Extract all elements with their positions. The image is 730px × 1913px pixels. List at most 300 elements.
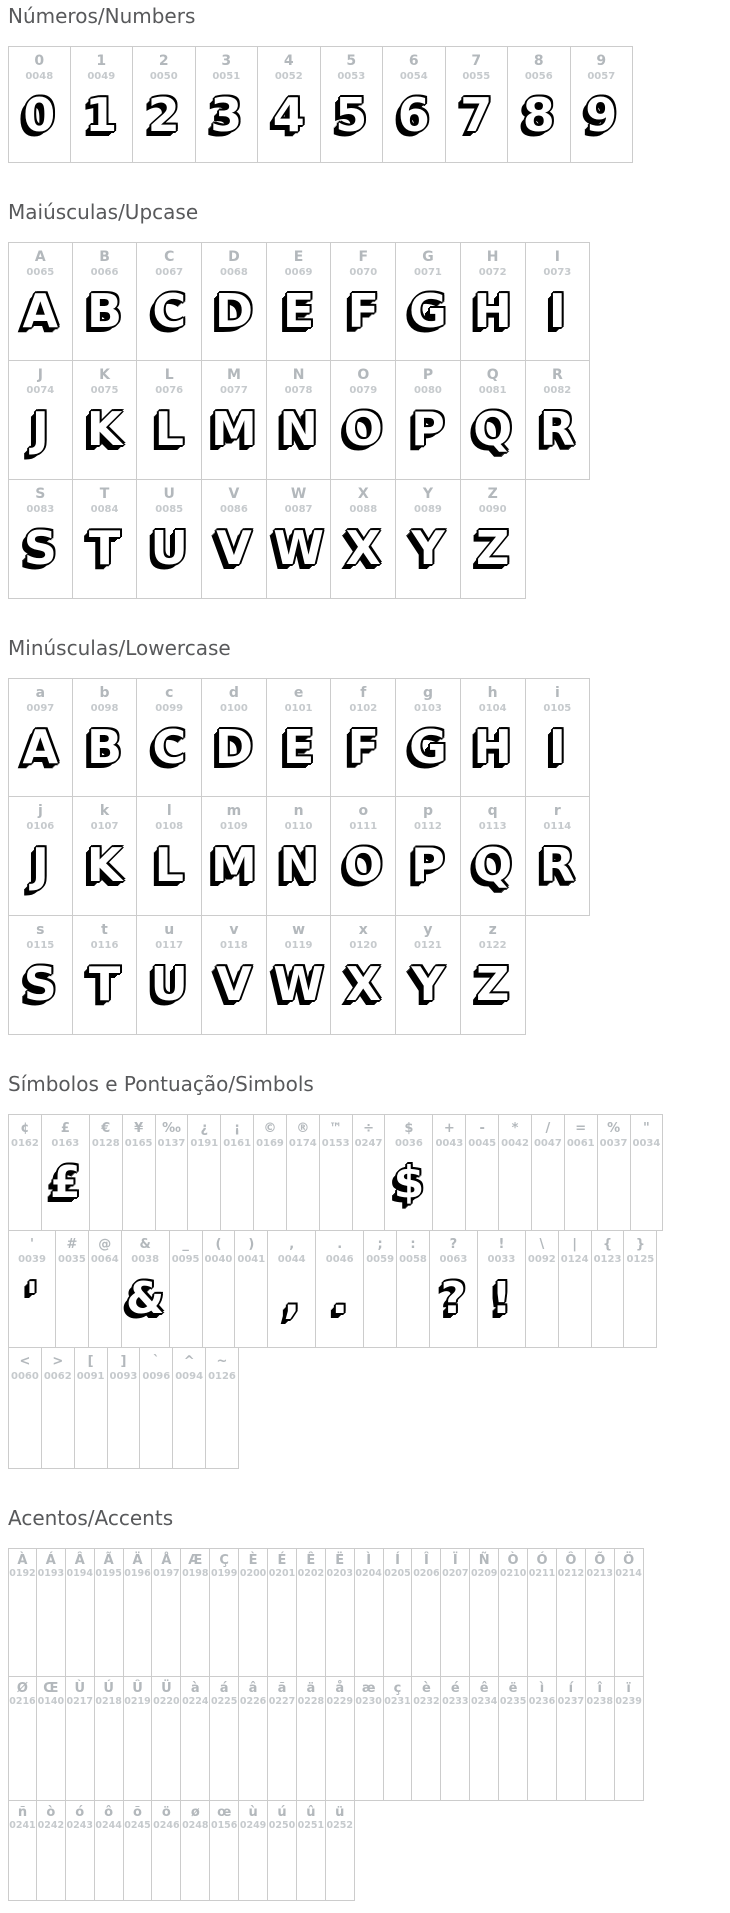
character-label: í: [568, 1681, 574, 1696]
glyph-cell: [206, 1348, 239, 1469]
glyph-cell: [122, 1231, 170, 1348]
glyph-cell: [586, 1677, 615, 1801]
section-title-accents: Acentos/Accents: [8, 1506, 174, 1530]
glyph-cell: [75, 1348, 108, 1469]
character-code: 0247: [354, 1138, 383, 1150]
font-section: [8, 1073, 730, 1469]
character-glyph: 9: [585, 88, 618, 143]
character-label: Ò: [507, 1553, 519, 1568]
character-code: 0067: [155, 267, 184, 279]
glyph-cell: [461, 678, 526, 797]
character-code: 0072: [478, 267, 507, 279]
character-label: s: [36, 922, 45, 938]
character-code: 0091: [76, 1371, 105, 1383]
character-label: õ: [133, 1805, 142, 1820]
character-label: 6: [408, 53, 419, 69]
character-code: 0081: [478, 385, 507, 397]
character-label: _: [182, 1237, 189, 1252]
character-label: Ä: [132, 1553, 143, 1568]
character-label: B: [99, 249, 110, 265]
character-label: .: [337, 1237, 343, 1252]
character-label: S: [35, 486, 46, 502]
glyph-cell: [42, 1348, 75, 1469]
character-glyph: Q: [473, 402, 513, 457]
character-label: ]: [120, 1354, 127, 1369]
character-label: `: [153, 1354, 160, 1369]
character-label: u: [164, 922, 175, 938]
character-label: Ë: [335, 1553, 345, 1568]
character-label: Æ: [188, 1553, 203, 1568]
glyph-cell: [8, 916, 73, 1035]
character-code: 0063: [439, 1254, 468, 1266]
glyph-cell: [202, 242, 267, 361]
glyph-cell: [152, 1677, 181, 1801]
character-code: 0106: [26, 821, 55, 833]
glyph-cell: [466, 1114, 499, 1231]
character-code: 0124: [560, 1254, 589, 1266]
character-label: ê: [479, 1681, 489, 1696]
glyph-cell: [526, 797, 591, 916]
character-label: F: [358, 249, 369, 265]
glyph-cell: [8, 46, 71, 163]
character-code: 0204: [355, 1568, 382, 1580]
glyph-row: [8, 1231, 730, 1348]
character-code: 0200: [239, 1568, 267, 1580]
character-code: 0083: [26, 504, 55, 516]
character-label: n: [293, 803, 304, 819]
character-code: 0103: [414, 703, 442, 715]
character-label: [: [87, 1354, 94, 1369]
glyph-cell: [8, 1801, 37, 1901]
glyph-cell: [384, 1548, 413, 1677]
glyph-cell: [470, 1677, 499, 1801]
character-code: 0033: [487, 1254, 516, 1266]
character-code: 0191: [190, 1138, 219, 1150]
character-label: a: [35, 685, 46, 701]
character-label: ã: [277, 1681, 287, 1696]
glyph-cell: [137, 242, 202, 361]
glyph-cell: [267, 480, 332, 599]
character-code: 0054: [399, 71, 428, 83]
character-label: @: [98, 1237, 112, 1252]
character-label: U: [163, 486, 175, 502]
glyph-cell: [592, 1231, 625, 1348]
glyph-cell: [8, 797, 73, 916]
character-code: 0194: [66, 1568, 93, 1580]
character-glyph: E: [282, 284, 315, 339]
glyph-cell: [297, 1801, 326, 1901]
character-code: 0089: [414, 504, 442, 516]
character-label: E: [293, 249, 304, 265]
glyph-cell: [202, 678, 267, 797]
section-title-symbols: Símbolos e Pontuação/Simbols: [8, 1072, 314, 1096]
glyph-cell: [384, 1677, 413, 1801]
glyph-cell: [396, 361, 461, 480]
character-label: L: [164, 367, 174, 383]
glyph-cell: [364, 1231, 397, 1348]
character-label: ó: [75, 1805, 85, 1820]
character-glyph: R: [539, 402, 576, 457]
character-code: 0104: [478, 703, 507, 715]
character-code: 0075: [90, 385, 119, 397]
character-code: 0243: [66, 1820, 93, 1832]
character-label: w: [292, 922, 306, 938]
character-code: 0101: [284, 703, 313, 715]
glyph-cell: [316, 1231, 364, 1348]
character-label: œ: [217, 1805, 232, 1820]
character-code: 0047: [533, 1138, 562, 1150]
character-glyph: H: [473, 284, 512, 339]
glyph-cell: [124, 1548, 153, 1677]
character-code: 0082: [543, 385, 572, 397]
character-label: >: [52, 1354, 64, 1369]
font-section: [8, 5, 730, 163]
character-code: 0195: [95, 1568, 122, 1580]
character-code: 0228: [297, 1696, 325, 1708]
character-label: È: [248, 1553, 258, 1568]
glyph-cell: [137, 678, 202, 797]
glyph-cell: [397, 1231, 430, 1348]
glyph-cell: [461, 242, 526, 361]
character-code: 0227: [268, 1696, 296, 1708]
character-code: 0034: [632, 1138, 661, 1150]
character-code: 0201: [268, 1568, 296, 1580]
character-glyph: 7: [460, 88, 493, 143]
character-glyph: A: [22, 720, 59, 775]
font-section: [8, 1507, 730, 1901]
glyph-cell: [385, 1114, 433, 1231]
glyph-cell: [73, 480, 138, 599]
character-label: m: [226, 803, 242, 819]
character-label: Ç: [219, 1553, 229, 1568]
section-title-lowercase: Minúsculas/Lowercase: [8, 636, 231, 660]
glyph-cell: [461, 361, 526, 480]
character-code: 0056: [524, 71, 553, 83]
character-code: 0112: [414, 821, 442, 833]
character-label: |: [572, 1237, 578, 1252]
character-label: Ø: [16, 1681, 28, 1696]
character-code: 0162: [11, 1138, 39, 1150]
character-code: 0153: [321, 1138, 350, 1150]
character-glyph: S: [23, 957, 57, 1012]
glyph-cell: [557, 1548, 586, 1677]
character-glyph: Z: [475, 957, 510, 1012]
glyph-row: [8, 1348, 730, 1469]
character-label: è: [422, 1681, 431, 1696]
glyph-cell: [188, 1114, 221, 1231]
character-glyph: ': [25, 1273, 39, 1325]
character-label: $: [404, 1121, 414, 1136]
character-label: ,: [289, 1237, 295, 1252]
character-code: 0207: [442, 1568, 469, 1580]
character-label: Î: [423, 1553, 429, 1568]
character-code: 0046: [325, 1254, 354, 1266]
character-label: ü: [335, 1805, 345, 1820]
glyph-cell: [37, 1801, 66, 1901]
glyph-cell: [461, 916, 526, 1035]
glyph-cell: [396, 916, 461, 1035]
character-code: 0035: [58, 1254, 86, 1266]
glyph-cell: [210, 1801, 239, 1901]
character-code: 0122: [478, 940, 507, 952]
character-glyph: N: [279, 402, 318, 457]
character-code: 0137: [157, 1138, 186, 1150]
character-label: +: [443, 1121, 455, 1136]
glyph-cell: [499, 1677, 528, 1801]
character-code: 0037: [599, 1138, 628, 1150]
character-code: 0108: [155, 821, 184, 833]
glyph-cell: [8, 1677, 37, 1801]
glyph-cell: [124, 1677, 153, 1801]
glyph-cell: [433, 1114, 466, 1231]
character-code: 0109: [219, 821, 248, 833]
glyph-cell: [586, 1548, 615, 1677]
glyph-cell: [37, 1548, 66, 1677]
glyph-cell: [181, 1548, 210, 1677]
glyph-cell: [571, 46, 634, 163]
character-label: Ñ: [478, 1553, 490, 1568]
character-label: W: [290, 486, 307, 502]
character-glyph: K: [86, 402, 123, 457]
character-glyph: B: [87, 284, 123, 339]
glyph-row: [8, 797, 730, 916]
section-title-numbers: Números/Numbers: [8, 4, 196, 28]
glyph-cell: [123, 1114, 156, 1231]
character-code: 0059: [366, 1254, 395, 1266]
character-code: 0087: [284, 504, 313, 516]
glyph-cell: [137, 916, 202, 1035]
glyph-cell: [287, 1114, 320, 1231]
character-label: ÷: [363, 1121, 374, 1136]
glyph-cell: [326, 1548, 355, 1677]
character-label: :: [410, 1237, 416, 1252]
character-code: 0248: [182, 1820, 209, 1832]
glyph-row: [8, 1801, 730, 1901]
character-map: [8, 5, 730, 1901]
character-label: ñ: [17, 1805, 28, 1820]
character-code: 0080: [414, 385, 442, 397]
character-glyph: A: [22, 284, 59, 339]
character-label: ': [30, 1237, 34, 1252]
character-glyph: &: [126, 1273, 165, 1325]
character-glyph: X: [345, 957, 382, 1012]
character-glyph: P: [411, 402, 445, 457]
glyph-cell: [71, 46, 134, 163]
character-label: ö: [161, 1805, 171, 1820]
character-glyph: J: [31, 838, 49, 893]
glyph-cell: [441, 1548, 470, 1677]
character-code: 0244: [95, 1820, 122, 1832]
glyph-cell: [331, 916, 396, 1035]
character-glyph: U: [150, 957, 188, 1012]
glyph-cell: [559, 1231, 592, 1348]
character-glyph: R: [539, 838, 576, 893]
character-code: 0041: [237, 1254, 266, 1266]
glyph-grid: [8, 1548, 730, 1901]
character-glyph: C: [152, 284, 187, 339]
character-label: ù: [248, 1805, 258, 1820]
character-code: 0084: [90, 504, 119, 516]
character-label: Ã: [103, 1553, 114, 1568]
character-label: t: [101, 922, 108, 938]
glyph-cell: [221, 1114, 254, 1231]
character-label: æ: [361, 1681, 376, 1696]
character-code: 0044: [277, 1254, 306, 1266]
glyph-cell: [268, 1677, 297, 1801]
glyph-cell: [326, 1677, 355, 1801]
character-code: 0121: [414, 940, 442, 952]
glyph-cell: [441, 1677, 470, 1801]
character-label: Ê: [306, 1553, 316, 1568]
character-code: 0236: [528, 1696, 556, 1708]
character-label: ë: [508, 1681, 518, 1696]
character-label: ¡: [234, 1121, 241, 1136]
glyph-cell: [526, 242, 591, 361]
glyph-cell: [267, 361, 332, 480]
glyph-cell: [528, 1677, 557, 1801]
character-glyph: .: [331, 1273, 349, 1325]
glyph-cell: [353, 1114, 386, 1231]
glyph-cell: [210, 1677, 239, 1801]
character-code: 0100: [219, 703, 248, 715]
character-label: c: [165, 685, 174, 701]
character-code: 0123: [593, 1254, 622, 1266]
character-code: 0239: [615, 1696, 642, 1708]
glyph-cell: [267, 916, 332, 1035]
glyph-grid: [8, 46, 730, 163]
character-glyph: F: [347, 284, 379, 339]
character-code: 0074: [26, 385, 55, 397]
character-glyph: N: [279, 838, 318, 893]
character-label: Ó: [536, 1553, 548, 1568]
glyph-cell: [355, 1548, 384, 1677]
character-label: I: [554, 249, 560, 265]
character-label: A: [34, 249, 46, 265]
character-code: 0241: [9, 1820, 36, 1832]
glyph-cell: [8, 1348, 42, 1469]
character-code: 0246: [153, 1820, 180, 1832]
character-glyph: C: [152, 720, 187, 775]
glyph-cell: [383, 46, 446, 163]
glyph-cell: [412, 1677, 441, 1801]
glyph-cell: [8, 242, 73, 361]
glyph-cell: [210, 1548, 239, 1677]
glyph-cell: [90, 1114, 123, 1231]
character-label: \: [539, 1237, 545, 1252]
character-label: É: [277, 1553, 287, 1568]
character-label: r: [553, 803, 561, 819]
character-code: 0110: [284, 821, 313, 833]
character-glyph: O: [343, 838, 383, 893]
character-code: 0206: [413, 1568, 440, 1580]
character-label: Z: [487, 486, 498, 502]
character-code: 0070: [349, 267, 378, 279]
character-label: é: [450, 1681, 460, 1696]
character-label: P: [422, 367, 434, 383]
character-code: 0210: [499, 1568, 527, 1580]
character-label: q: [487, 803, 498, 819]
character-label: 2: [158, 53, 169, 69]
character-code: 0052: [274, 71, 303, 83]
character-glyph: G: [409, 720, 447, 775]
character-label: ;: [377, 1237, 383, 1252]
character-label: G: [422, 249, 434, 265]
font-section: [8, 637, 730, 1035]
character-glyph: 3: [210, 88, 243, 143]
character-code: 0062: [43, 1371, 72, 1383]
character-code: 0233: [442, 1696, 469, 1708]
character-glyph: G: [409, 284, 447, 339]
glyph-cell: [95, 1801, 124, 1901]
glyph-cell: [170, 1231, 203, 1348]
character-code: 0229: [326, 1696, 353, 1708]
character-label: Å: [161, 1553, 172, 1568]
glyph-row: [8, 242, 730, 361]
character-label: ô: [104, 1805, 114, 1820]
character-glyph: V: [216, 521, 252, 576]
character-code: 0043: [435, 1138, 464, 1150]
character-glyph: Y: [411, 521, 445, 576]
glyph-cell: [89, 1231, 122, 1348]
character-label: b: [99, 685, 110, 701]
glyph-cell: [557, 1677, 586, 1801]
glyph-cell: [196, 46, 259, 163]
character-label: }: [635, 1237, 645, 1252]
character-code: 0249: [239, 1820, 267, 1832]
character-label: á: [219, 1681, 229, 1696]
glyph-cell: [152, 1548, 181, 1677]
character-label: 7: [471, 53, 482, 69]
character-label: e: [293, 685, 304, 701]
glyph-cell: [598, 1114, 631, 1231]
character-code: 0118: [219, 940, 248, 952]
character-code: 0064: [90, 1254, 119, 1266]
glyph-cell: [137, 361, 202, 480]
character-label: X: [357, 486, 369, 502]
glyph-cell: [508, 46, 571, 163]
character-glyph: H: [473, 720, 512, 775]
character-glyph: I: [548, 284, 566, 339]
glyph-cell: [331, 480, 396, 599]
character-code: 0251: [297, 1820, 325, 1832]
character-code: 0119: [284, 940, 313, 952]
character-glyph: W: [273, 521, 324, 576]
character-code: 0088: [349, 504, 378, 516]
character-glyph: 1: [85, 88, 118, 143]
glyph-cell: [239, 1548, 268, 1677]
character-label: ç: [393, 1681, 402, 1696]
character-glyph: $: [393, 1157, 425, 1209]
character-code: 0209: [470, 1568, 498, 1580]
character-code: 0113: [478, 821, 507, 833]
character-label: 4: [283, 53, 294, 69]
glyph-cell: [615, 1548, 644, 1677]
character-code: 0216: [9, 1696, 36, 1708]
character-code: 0055: [462, 71, 491, 83]
character-label: Ï: [452, 1553, 458, 1568]
glyph-cell: [430, 1231, 478, 1348]
character-code: 0126: [208, 1371, 236, 1383]
character-glyph: X: [345, 521, 382, 576]
character-glyph: P: [411, 838, 445, 893]
character-label: ": [643, 1121, 650, 1136]
character-code: 0116: [90, 940, 119, 952]
character-label: ú: [277, 1805, 287, 1820]
character-code: 0202: [297, 1568, 325, 1580]
character-code: 0058: [399, 1254, 427, 1266]
glyph-cell: [8, 480, 73, 599]
character-code: 0214: [615, 1568, 642, 1580]
